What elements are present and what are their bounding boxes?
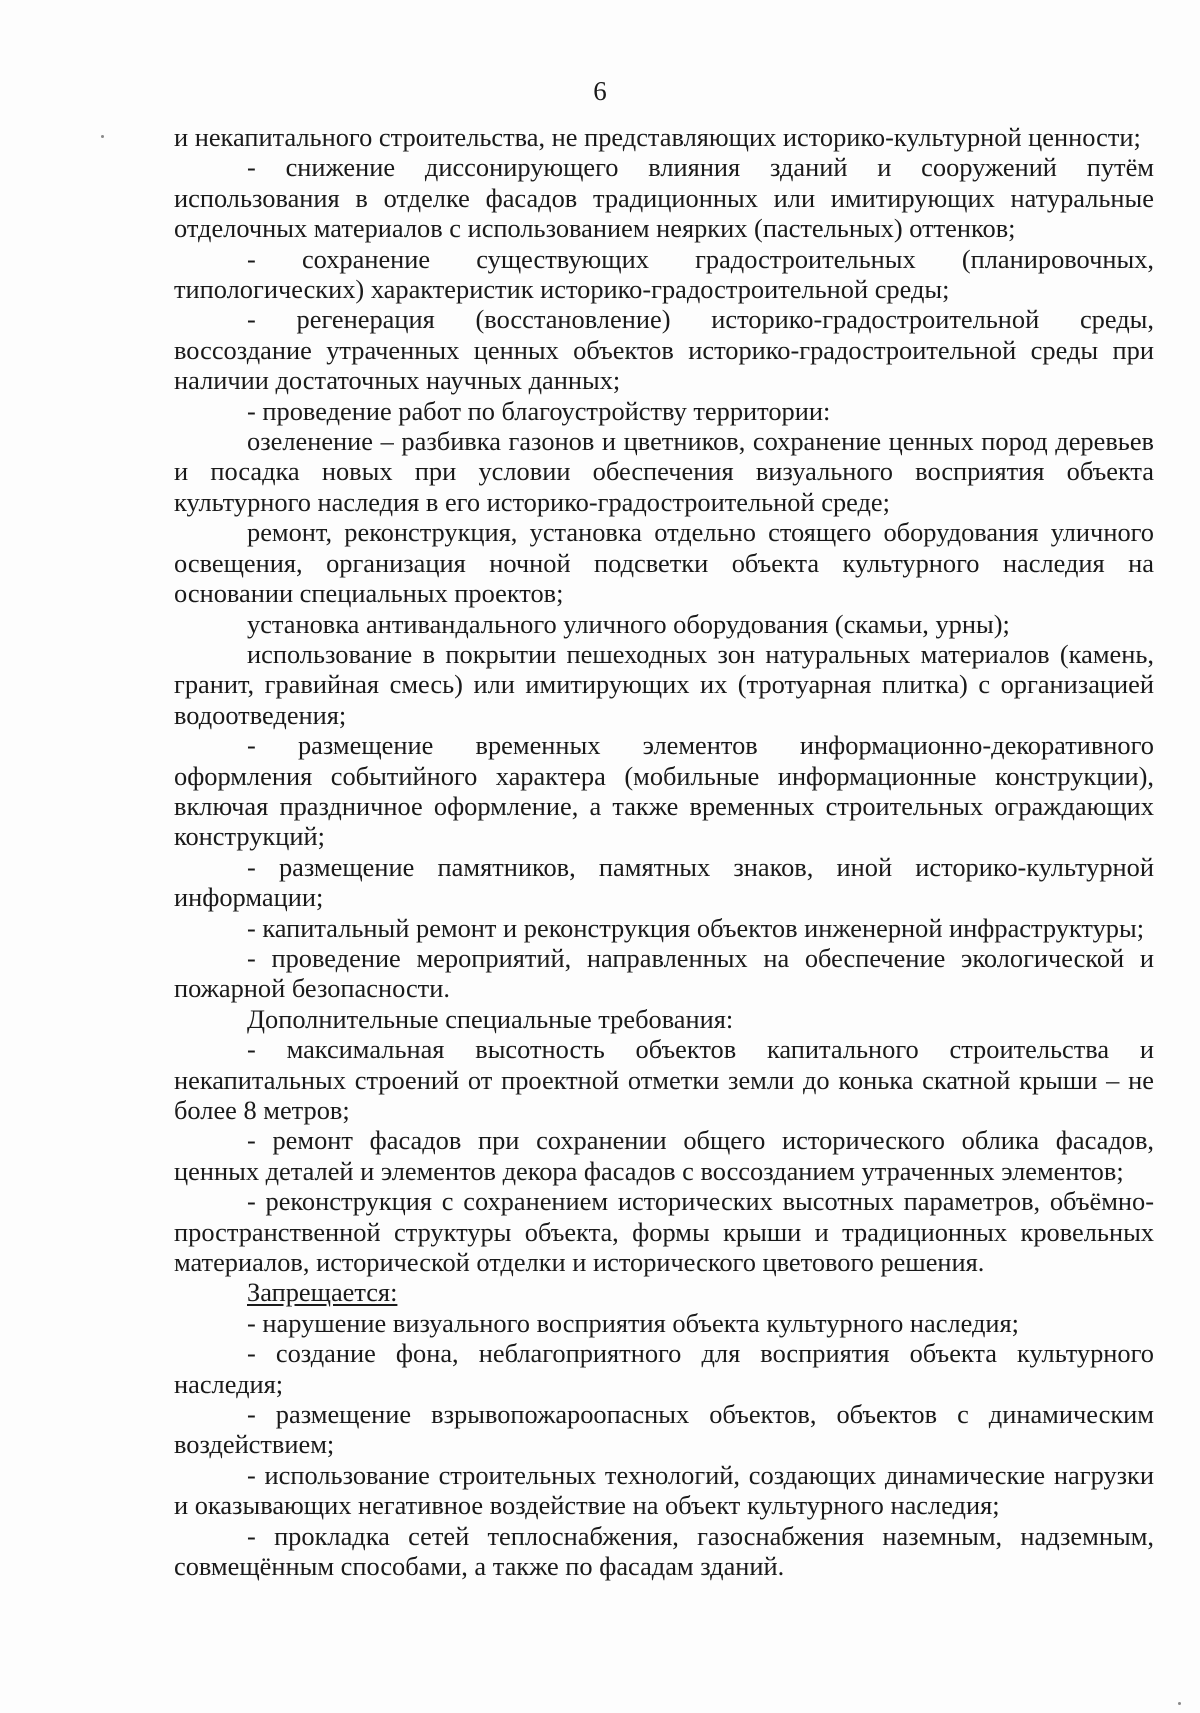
list-item-unfavourable-background: - создание фона, неблагоприятного для восприятия объекта культурного наследия; (174, 1338, 1154, 1399)
list-item-facade-repair: - ремонт фасадов при сохранении общего исторического облика фасадов, ценных деталей и элементов декора фасадов с воссозданием утраченных элементов; (174, 1125, 1154, 1186)
sub-item-pedestrian-paving: использование в покрытии пешеходных зон натуральных материалов (камень, гранит, гравийная смесь) или имитирующих их (тротуарная плитка) с организацией водоотведения; (174, 638, 1154, 730)
scan-speck (101, 135, 104, 138)
prohibited-label: Запрещается: (247, 1277, 398, 1308)
list-item-visual-perception: - нарушение визуального восприятия объекта культурного наследия; (247, 1307, 1020, 1338)
list-item-reconstruction: - реконструкция с сохранением исторических высотных параметров, объёмно-пространственной структуры объекта, формы крыши и традиционных кровельных материалов, исторической отделки и исторического цветового решения. (174, 1186, 1154, 1278)
sub-item-street-furniture: установка антивандального уличного оборудования (скамьи, урны); (247, 608, 1010, 639)
sub-item-greening: озеленение – разбивка газонов и цветников, сохранение ценных пород деревьев и посадка новых при условии обеспечения визуального восприятия объекта культурного наследия в его историко-градостроительной среде; (174, 426, 1154, 517)
paragraph-continuation: и некапитального строительства, не представляющих историко-культурной ценности; (174, 122, 1141, 152)
list-item-temporary-decor: - размещение временных элементов информационно-декоративного оформления событийного характера (мобильные информационные конструкции), включая праздничное оформление, а также временных строительных ограждающих конструкций; (174, 730, 1154, 852)
sub-item-lighting: ремонт, реконструкция, установка отдельно стоящего оборудования уличного освещения, организация ночной подсветки объекта культурного наследия на основании специальных проектов; (174, 517, 1154, 609)
list-item-max-height: - максимальная высотность объектов капитального строительства и некапитальных строений от проектной отметки земли до конька скатной крыши – не более 8 метров; (174, 1034, 1154, 1125)
page-number: 6 (593, 76, 607, 106)
section-heading-additional-requirements: Дополнительные специальные требования: (247, 1003, 734, 1034)
list-item-hazardous-objects: - размещение взрывопожароопасных объектов, объектов с динамическим воздействием; (174, 1399, 1154, 1460)
scan-speck (1178, 1702, 1181, 1705)
list-item-monuments: - размещение памятников, памятных знаков, иной историко-культурной информации; (174, 851, 1154, 913)
list-item-regeneration: - регенерация (восстановление) историко-градостроительной среды, воссоздание утраченных ценных объектов историко-градостроительной среды при наличии достаточных научных данных; (174, 304, 1154, 396)
list-item-landscaping-works: - проведение работ по благоустройству территории: (247, 395, 831, 426)
list-item-infrastructure-repair: - капитальный ремонт и реконструкция объектов инженерной инфраструктуры; (247, 912, 1145, 943)
list-item-construction-technologies: - использование строительных технологий, создающих динамические нагрузки и оказывающих негативное воздействие на объект культурного наследия; (174, 1459, 1154, 1521)
list-item-preserve-characteristics: - сохранение существующих градостроительных (планировочных, типологических) характеристик историко-градостроительной среды; (174, 243, 1154, 305)
document-body (174, 122, 1154, 1582)
list-item-safety-measures: - проведение мероприятий, направленных на обеспечение экологической и пожарной безопасности. (174, 942, 1154, 1004)
section-heading-prohibited (174, 1277, 1154, 1307)
list-item-dissonance-reduction: - снижение диссонирующего влияния зданий и сооружений путём использования в отделке фасадов традиционных или имитирующих натуральные отделочных материалов с использованием неярких (пастельных) оттенков; (174, 152, 1154, 244)
list-item-utility-networks: - прокладка сетей теплоснабжения, газоснабжения наземным, надземным, совмещённым способами, а также по фасадам зданий. (174, 1520, 1154, 1582)
